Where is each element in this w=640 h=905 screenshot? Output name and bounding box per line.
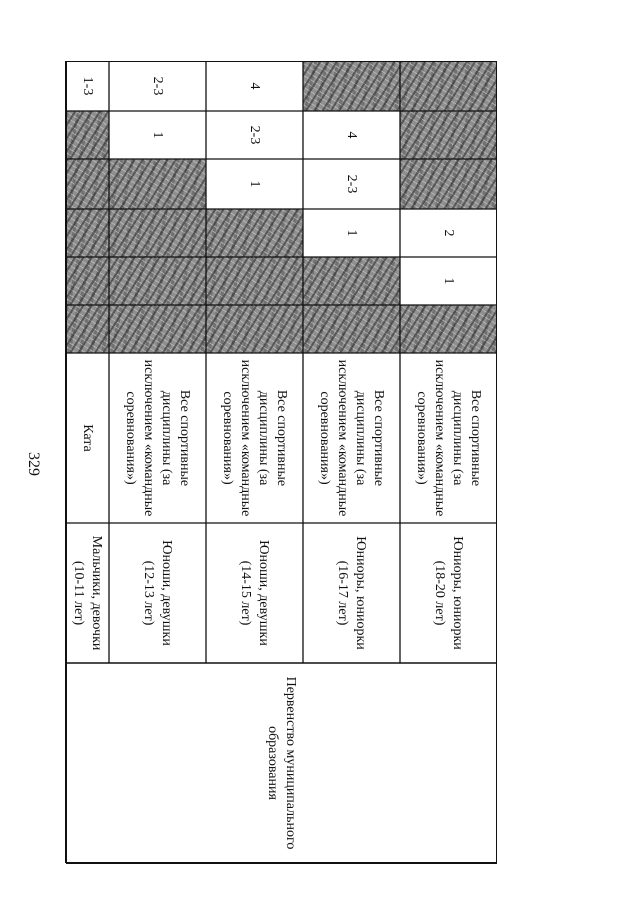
result-mark: 1 bbox=[150, 131, 166, 139]
discipline-cell: Ката bbox=[80, 424, 96, 452]
age-group-cell: Юниоры, юниорки (16-17 лет) bbox=[335, 536, 369, 650]
result-mark: 4 bbox=[344, 131, 360, 139]
table-grid bbox=[64, 61, 497, 865]
page-number: 329 bbox=[25, 452, 42, 476]
discipline-cell: Все спортивные дисциплины (за исключением «командные соревнования») bbox=[317, 359, 387, 517]
result-mark: 1-3 bbox=[80, 76, 96, 96]
result-mark: 2 bbox=[441, 229, 457, 237]
age-group-cell: Юноши, девушки (12-13 лет) bbox=[141, 540, 175, 646]
age-group-cell: Юноши, девушки (14-15 лет) bbox=[238, 540, 272, 646]
discipline-cell: Все спортивные дисциплины (за исключением «командные соревнования») bbox=[414, 359, 484, 517]
result-mark: 1 bbox=[344, 229, 360, 237]
result-mark: 1 bbox=[441, 277, 457, 285]
discipline-cell: Все спортивные дисциплины (за исключением «командные соревнования») bbox=[123, 359, 193, 517]
result-mark: 2-3 bbox=[344, 174, 360, 194]
result-mark: 1 bbox=[247, 180, 263, 188]
result-mark: 2-3 bbox=[247, 125, 263, 145]
result-mark: 4 bbox=[247, 82, 263, 90]
rotated-table-block bbox=[29, 61, 497, 863]
competition-level-cell: Первенство муниципального образования bbox=[265, 676, 299, 850]
discipline-cell: Все спортивные дисциплины (за исключением «командные соревнования») bbox=[220, 359, 290, 517]
age-group-cell: Юниоры, юниорки (18-20 лет) bbox=[432, 536, 466, 650]
result-mark: 2-3 bbox=[150, 76, 166, 96]
age-group-cell: Мальчики, девочки (10-11 лет) bbox=[71, 535, 105, 651]
